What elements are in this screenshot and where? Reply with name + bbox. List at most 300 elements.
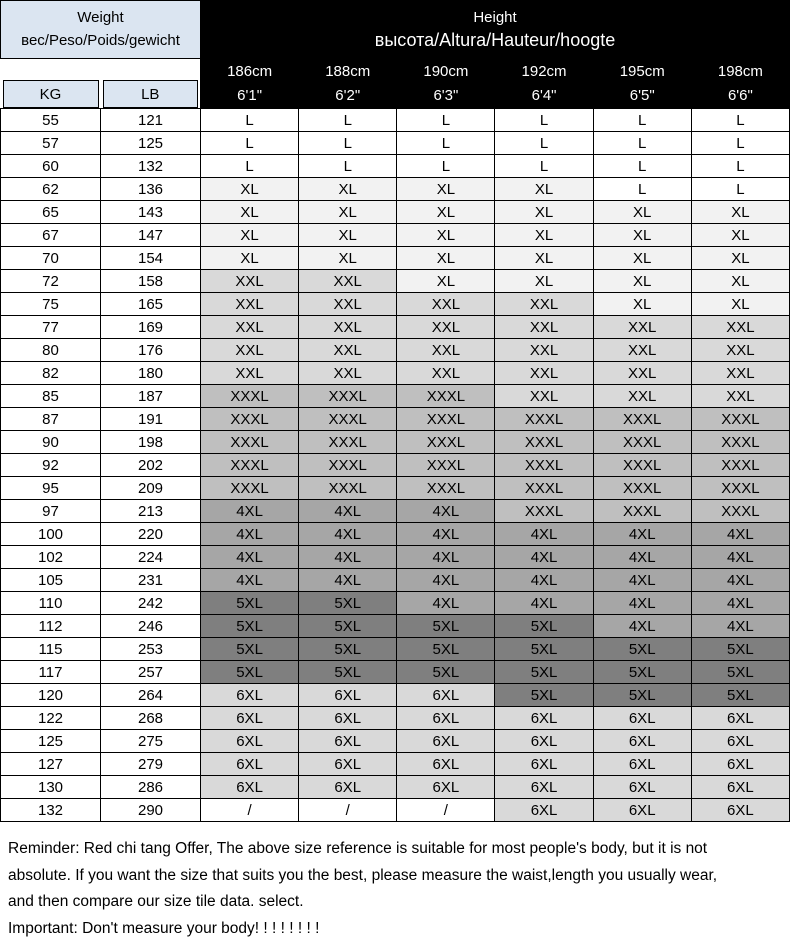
height-cm: 190cm <box>423 63 469 81</box>
table-row <box>1 408 790 431</box>
height-column-header-198 <box>691 59 789 109</box>
table-row <box>1 178 790 201</box>
size-cell: XXXL <box>495 454 593 477</box>
size-cell: XXXL <box>691 477 789 500</box>
kg-cell: 57 <box>1 132 101 155</box>
size-cell: XXL <box>495 362 593 385</box>
lb-cell: 121 <box>101 109 201 132</box>
size-cell: XL <box>201 224 299 247</box>
size-cell: 5XL <box>397 638 495 661</box>
header-row-main <box>1 1 790 59</box>
size-cell: XXL <box>495 316 593 339</box>
size-cell: 4XL <box>691 615 789 638</box>
size-cell: 4XL <box>691 546 789 569</box>
size-cell: XXL <box>495 339 593 362</box>
size-cell: L <box>201 132 299 155</box>
size-cell: 4XL <box>299 546 397 569</box>
size-cell: 6XL <box>691 753 789 776</box>
lb-cell: 191 <box>101 408 201 431</box>
kg-cell: 77 <box>1 316 101 339</box>
lb-cell: 209 <box>101 477 201 500</box>
kg-cell: 112 <box>1 615 101 638</box>
size-cell: 4XL <box>201 500 299 523</box>
table-row <box>1 546 790 569</box>
size-cell: XXL <box>495 385 593 408</box>
lb-cell: 165 <box>101 293 201 316</box>
size-cell: XXL <box>299 339 397 362</box>
size-cell: XL <box>691 293 789 316</box>
size-cell: 5XL <box>495 638 593 661</box>
table-row <box>1 362 790 385</box>
size-cell: XXXL <box>593 454 691 477</box>
kg-cell: 72 <box>1 270 101 293</box>
size-cell: 6XL <box>299 707 397 730</box>
lb-cell: 220 <box>101 523 201 546</box>
size-cell: XXXL <box>299 408 397 431</box>
size-cell: XXXL <box>299 477 397 500</box>
size-cell: XXXL <box>691 408 789 431</box>
kg-header: KG <box>3 80 99 108</box>
size-cell: XXL <box>299 293 397 316</box>
size-cell: 4XL <box>299 500 397 523</box>
table-row <box>1 454 790 477</box>
size-cell: 5XL <box>593 638 691 661</box>
weight-title: Weight <box>77 9 124 26</box>
size-cell: XXXL <box>691 500 789 523</box>
size-cell: 5XL <box>201 661 299 684</box>
lb-cell: 264 <box>101 684 201 707</box>
size-cell: 4XL <box>397 569 495 592</box>
size-cell: / <box>299 799 397 822</box>
size-cell: XXXL <box>201 431 299 454</box>
size-cell: 5XL <box>201 592 299 615</box>
size-cell: 4XL <box>495 569 593 592</box>
size-cell: XXL <box>397 316 495 339</box>
kg-cell: 127 <box>1 753 101 776</box>
table-row <box>1 523 790 546</box>
size-cell: XL <box>299 224 397 247</box>
kg-cell: 105 <box>1 569 101 592</box>
size-cell: L <box>201 109 299 132</box>
size-cell: L <box>691 132 789 155</box>
size-cell: 6XL <box>495 730 593 753</box>
kg-cell: 132 <box>1 799 101 822</box>
lb-cell: 268 <box>101 707 201 730</box>
kg-cell: 130 <box>1 776 101 799</box>
size-cell: XXL <box>691 339 789 362</box>
size-cell: XL <box>397 224 495 247</box>
size-cell: XXL <box>593 385 691 408</box>
lb-cell: 158 <box>101 270 201 293</box>
size-cell: XXXL <box>397 454 495 477</box>
footer-important-line: Important: Don't measure your body! ! ! ! ! ! ! ! <box>8 919 320 937</box>
height-title: Height <box>473 8 517 26</box>
size-cell: XL <box>299 201 397 224</box>
size-cell: 5XL <box>397 615 495 638</box>
size-cell: 5XL <box>201 615 299 638</box>
size-cell: 6XL <box>397 730 495 753</box>
footer-line: Reminder: Red chi tang Offer, The above size reference is suitable for most people's body, but it is not <box>8 840 708 857</box>
table-row <box>1 109 790 132</box>
size-cell: XL <box>397 178 495 201</box>
size-cell: XXXL <box>201 454 299 477</box>
size-cell: 6XL <box>299 753 397 776</box>
lb-cell: 242 <box>101 592 201 615</box>
table-row <box>1 661 790 684</box>
size-cell: 4XL <box>593 546 691 569</box>
lb-cell: 257 <box>101 661 201 684</box>
size-cell: XL <box>495 201 593 224</box>
size-cell: XXL <box>691 362 789 385</box>
lb-cell: 147 <box>101 224 201 247</box>
size-cell: XXL <box>201 270 299 293</box>
lb-cell: 246 <box>101 615 201 638</box>
size-cell: XXXL <box>299 431 397 454</box>
size-cell: 6XL <box>495 707 593 730</box>
size-cell: 6XL <box>201 707 299 730</box>
size-cell: XXL <box>201 316 299 339</box>
height-column-header-188 <box>299 59 397 109</box>
size-cell: XXXL <box>495 408 593 431</box>
height-cm: 186cm <box>227 63 273 81</box>
kg-cell: 75 <box>1 293 101 316</box>
height-ft: 6'2" <box>335 86 361 104</box>
size-cell: 4XL <box>593 615 691 638</box>
kg-cell: 102 <box>1 546 101 569</box>
lb-cell: 202 <box>101 454 201 477</box>
kg-cell: 87 <box>1 408 101 431</box>
kg-header-slot <box>1 59 101 109</box>
kg-cell: 67 <box>1 224 101 247</box>
height-cm: 195cm <box>619 63 665 81</box>
size-cell: L <box>397 109 495 132</box>
size-cell: 6XL <box>397 753 495 776</box>
kg-cell: 110 <box>1 592 101 615</box>
size-cell: 6XL <box>593 730 691 753</box>
lb-header: LB <box>103 80 199 108</box>
size-cell: 6XL <box>397 707 495 730</box>
height-ft: 6'1" <box>237 86 263 104</box>
size-cell: XXL <box>397 293 495 316</box>
size-cell: 6XL <box>691 776 789 799</box>
height-cm: 188cm <box>325 63 371 81</box>
kg-cell: 117 <box>1 661 101 684</box>
size-cell: XXL <box>201 293 299 316</box>
kg-cell: 95 <box>1 477 101 500</box>
size-cell: XL <box>299 178 397 201</box>
size-cell: 6XL <box>299 730 397 753</box>
table-row <box>1 500 790 523</box>
size-cell: 6XL <box>593 776 691 799</box>
size-cell: L <box>397 132 495 155</box>
footer-line: absolute. If you want the size that suits you the best, please measure the waist,length you usually wear, <box>8 866 718 884</box>
height-ft: 6'3" <box>433 86 459 104</box>
size-cell: XL <box>593 293 691 316</box>
lb-cell: 143 <box>101 201 201 224</box>
size-cell: XL <box>299 247 397 270</box>
size-cell: 5XL <box>299 661 397 684</box>
kg-cell: 100 <box>1 523 101 546</box>
lb-cell: 187 <box>101 385 201 408</box>
size-cell: 6XL <box>593 707 691 730</box>
table-row <box>1 293 790 316</box>
size-cell: XL <box>691 224 789 247</box>
size-cell: XL <box>495 247 593 270</box>
size-cell: 6XL <box>201 753 299 776</box>
table-row <box>1 776 790 799</box>
lb-cell: 154 <box>101 247 201 270</box>
size-cell: 4XL <box>495 546 593 569</box>
size-cell: 5XL <box>593 684 691 707</box>
size-cell: 4XL <box>593 569 691 592</box>
lb-cell: 198 <box>101 431 201 454</box>
lb-cell: 253 <box>101 638 201 661</box>
size-cell: 4XL <box>299 523 397 546</box>
size-cell: XXXL <box>201 385 299 408</box>
size-cell: 4XL <box>201 546 299 569</box>
height-header <box>201 1 790 59</box>
kg-cell: 122 <box>1 707 101 730</box>
size-cell: XXXL <box>691 431 789 454</box>
size-cell: XL <box>397 247 495 270</box>
table-row <box>1 132 790 155</box>
size-cell: L <box>495 132 593 155</box>
size-cell: XL <box>201 201 299 224</box>
table-row <box>1 155 790 178</box>
size-cell: XL <box>593 201 691 224</box>
size-cell: 6XL <box>397 684 495 707</box>
size-cell: XXXL <box>299 454 397 477</box>
header-row-columns <box>1 59 790 109</box>
size-cell: XXXL <box>593 431 691 454</box>
height-column-header-186 <box>201 59 299 109</box>
size-cell: 4XL <box>495 523 593 546</box>
size-cell: XXXL <box>397 431 495 454</box>
table-row <box>1 316 790 339</box>
kg-cell: 90 <box>1 431 101 454</box>
height-ft: 6'5" <box>629 86 655 104</box>
size-cell: 6XL <box>593 753 691 776</box>
size-cell: 4XL <box>691 569 789 592</box>
size-cell: 5XL <box>397 661 495 684</box>
size-cell: XXXL <box>397 385 495 408</box>
table-row <box>1 431 790 454</box>
kg-cell: 82 <box>1 362 101 385</box>
size-cell: 4XL <box>397 592 495 615</box>
size-cell: 6XL <box>691 730 789 753</box>
size-cell: XL <box>593 247 691 270</box>
kg-cell: 115 <box>1 638 101 661</box>
table-row <box>1 638 790 661</box>
table-row <box>1 799 790 822</box>
size-cell: 5XL <box>691 684 789 707</box>
kg-cell: 80 <box>1 339 101 362</box>
size-cell: XL <box>397 270 495 293</box>
size-cell: XXXL <box>691 454 789 477</box>
height-column-header-190 <box>397 59 495 109</box>
height-subtitle: высота/Altura/Hauteur/hoogte <box>374 30 616 51</box>
size-cell: XXL <box>299 316 397 339</box>
size-cell: XL <box>201 178 299 201</box>
size-cell: 4XL <box>397 523 495 546</box>
size-cell: XL <box>495 178 593 201</box>
size-cell: L <box>593 155 691 178</box>
weight-header <box>1 1 201 59</box>
size-cell: L <box>691 155 789 178</box>
table-row <box>1 615 790 638</box>
table-row <box>1 684 790 707</box>
size-cell: XXXL <box>299 385 397 408</box>
size-cell: 5XL <box>691 638 789 661</box>
table-row <box>1 707 790 730</box>
size-cell: XXL <box>299 270 397 293</box>
lb-cell: 136 <box>101 178 201 201</box>
size-cell: 4XL <box>691 523 789 546</box>
lb-cell: 231 <box>101 569 201 592</box>
lb-cell: 125 <box>101 132 201 155</box>
table-row <box>1 730 790 753</box>
size-cell: L <box>593 109 691 132</box>
lb-cell: 290 <box>101 799 201 822</box>
size-cell: XXL <box>397 362 495 385</box>
kg-cell: 85 <box>1 385 101 408</box>
kg-cell: 62 <box>1 178 101 201</box>
size-cell: L <box>397 155 495 178</box>
size-cell: 6XL <box>201 776 299 799</box>
size-cell: XXXL <box>201 477 299 500</box>
size-cell: 6XL <box>495 753 593 776</box>
kg-cell: 120 <box>1 684 101 707</box>
size-cell: XXXL <box>495 431 593 454</box>
lb-cell: 132 <box>101 155 201 178</box>
kg-cell: 97 <box>1 500 101 523</box>
size-cell: XXXL <box>397 477 495 500</box>
size-cell: 6XL <box>495 799 593 822</box>
kg-cell: 55 <box>1 109 101 132</box>
size-cell: 5XL <box>691 661 789 684</box>
lb-cell: 213 <box>101 500 201 523</box>
lb-cell: 224 <box>101 546 201 569</box>
kg-cell: 70 <box>1 247 101 270</box>
size-cell: XL <box>593 270 691 293</box>
kg-cell: 92 <box>1 454 101 477</box>
size-cell: 5XL <box>201 638 299 661</box>
weight-subtitle: вес/Peso/Poids/gewicht <box>21 31 180 49</box>
table-row <box>1 592 790 615</box>
size-cell: XL <box>495 270 593 293</box>
size-cell: L <box>299 132 397 155</box>
size-cell: 5XL <box>495 661 593 684</box>
footer-line: and then compare our size tile data. select. <box>8 893 304 911</box>
size-cell: 6XL <box>299 684 397 707</box>
size-cell: 4XL <box>691 592 789 615</box>
lb-cell: 279 <box>101 753 201 776</box>
size-cell: XL <box>593 224 691 247</box>
size-cell: 5XL <box>495 615 593 638</box>
size-cell: 4XL <box>201 569 299 592</box>
lb-cell: 275 <box>101 730 201 753</box>
size-cell: XXL <box>397 339 495 362</box>
height-ft: 6'6" <box>727 86 753 104</box>
size-table-body <box>1 109 790 822</box>
size-cell: XL <box>495 224 593 247</box>
footer-note <box>0 822 790 943</box>
size-cell: 5XL <box>299 592 397 615</box>
size-cell: XXL <box>593 339 691 362</box>
size-cell: XXXL <box>495 500 593 523</box>
lb-cell: 286 <box>101 776 201 799</box>
size-cell: XXXL <box>593 408 691 431</box>
size-cell: 5XL <box>593 661 691 684</box>
table-row <box>1 385 790 408</box>
size-cell: / <box>201 799 299 822</box>
table-row <box>1 569 790 592</box>
size-cell: 6XL <box>691 799 789 822</box>
size-cell: L <box>299 155 397 178</box>
size-cell: 5XL <box>299 638 397 661</box>
size-cell: 6XL <box>201 684 299 707</box>
size-cell: 4XL <box>397 546 495 569</box>
size-cell: XXL <box>495 293 593 316</box>
table-row <box>1 247 790 270</box>
kg-cell: 65 <box>1 201 101 224</box>
size-cell: 5XL <box>299 615 397 638</box>
table-row <box>1 339 790 362</box>
table-row <box>1 753 790 776</box>
size-cell: L <box>691 178 789 201</box>
size-cell: 4XL <box>593 592 691 615</box>
size-cell: 6XL <box>201 730 299 753</box>
kg-cell: 125 <box>1 730 101 753</box>
size-cell: XXL <box>201 362 299 385</box>
size-cell: L <box>495 109 593 132</box>
size-cell: / <box>397 799 495 822</box>
size-cell: L <box>593 132 691 155</box>
size-cell: 4XL <box>397 500 495 523</box>
size-cell: 6XL <box>691 707 789 730</box>
size-cell: 5XL <box>495 684 593 707</box>
table-row <box>1 201 790 224</box>
lb-cell: 180 <box>101 362 201 385</box>
size-cell: 4XL <box>299 569 397 592</box>
table-row <box>1 270 790 293</box>
size-cell: 6XL <box>299 776 397 799</box>
size-cell: XXXL <box>201 408 299 431</box>
size-cell: XL <box>397 201 495 224</box>
size-cell: 4XL <box>593 523 691 546</box>
table-row <box>1 224 790 247</box>
size-cell: XXL <box>201 339 299 362</box>
table-row <box>1 477 790 500</box>
lb-cell: 176 <box>101 339 201 362</box>
size-cell: XXXL <box>593 500 691 523</box>
size-cell: XXXL <box>397 408 495 431</box>
size-cell: XXXL <box>495 477 593 500</box>
size-cell: 6XL <box>593 799 691 822</box>
size-cell: XL <box>201 247 299 270</box>
size-cell: XXL <box>691 316 789 339</box>
size-cell: XXL <box>299 362 397 385</box>
lb-cell: 169 <box>101 316 201 339</box>
size-cell: XL <box>691 201 789 224</box>
size-cell: XL <box>691 270 789 293</box>
size-cell: 4XL <box>495 592 593 615</box>
size-cell: XXL <box>691 385 789 408</box>
size-cell: L <box>299 109 397 132</box>
size-cell: L <box>593 178 691 201</box>
size-cell: XXL <box>593 362 691 385</box>
lb-header-slot <box>101 59 201 109</box>
